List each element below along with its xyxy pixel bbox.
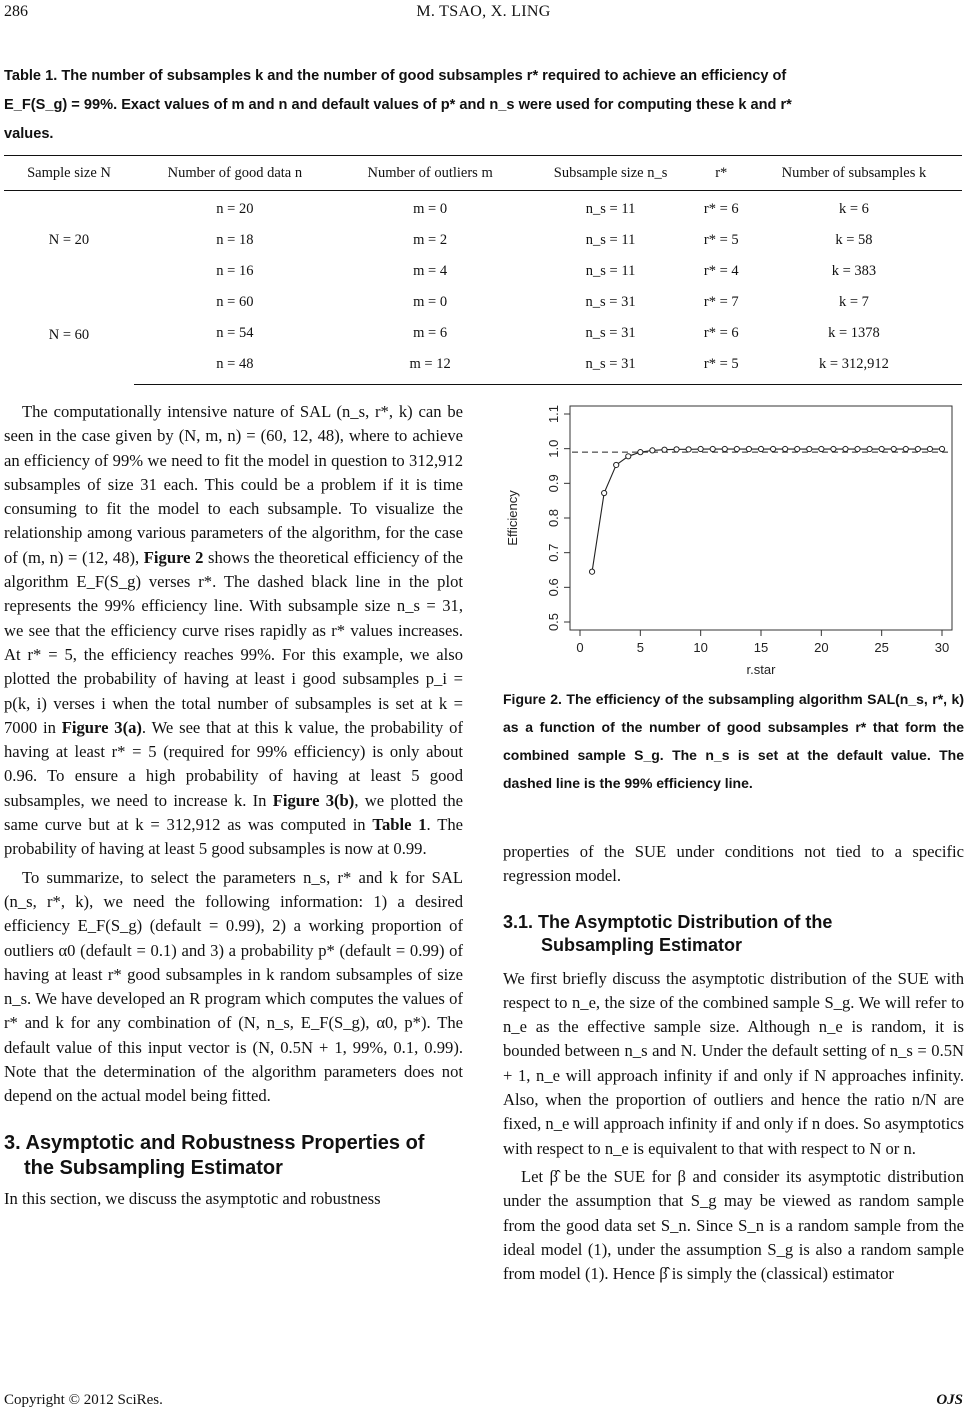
x-tick-label: 20: [814, 640, 829, 655]
table-row: [4, 256, 962, 287]
table-cell: n = 54: [216, 325, 254, 341]
table-cell: n = 60: [216, 294, 254, 310]
y-tick-label: 0.5: [546, 612, 561, 632]
y-tick-label: 0.6: [546, 578, 561, 597]
data-point: [662, 447, 667, 452]
running-head-authors: M. TSAO, X. LING: [416, 3, 551, 20]
table-row: [4, 318, 962, 349]
data-point: [795, 446, 800, 451]
table-cell: m = 0: [413, 294, 448, 310]
table-caption: [4, 62, 964, 149]
paragraph-text: . We see that at this k value, the probability of having at least r* = 5 (required for 99% efficiency) is only about 0.96. To ensure a high probability of having at least 5 good subsamples, we need to increase k. In: [4, 717, 463, 810]
data-point: [638, 450, 643, 455]
table-cell: k = 312,912: [746, 349, 962, 385]
figure-ref[interactable]: Figure 3(b): [272, 790, 355, 810]
figure-ref[interactable]: Figure 2: [143, 547, 204, 567]
section-heading-line: the Subsampling Estimator: [24, 1156, 283, 1179]
data-point: [855, 446, 860, 451]
x-tick-label: 5: [636, 640, 644, 655]
table-cell: r* = 4: [703, 263, 739, 279]
paragraph-text: The computationally intensive nature of SAL (n_s, r*, k) can be seen in the case given by (N, m, n) = (60, 12, 48), where to achieve an efficiency of 99% we need to fit the model in question to 312,912 subsamples of size 31 each. This could be a problem if it is time consuming to fit the model to each subsample. To visualize the relationship among various parameters of the algorithm, for the case of (m, n) = (12, 48),: [4, 402, 463, 567]
table-cell: n_s = 11: [585, 201, 636, 217]
data-point: [722, 446, 727, 451]
data-point: [903, 446, 908, 451]
table-caption-line: E_F(S_g) = 99%. Exact values of m and n and default values of p* and n_s were used for computing these k and r*: [4, 97, 792, 113]
data-point: [831, 446, 836, 451]
y-tick-label: 1.0: [546, 439, 561, 458]
data-point: [927, 446, 932, 451]
copyright: Copyright © 2012 SciRes.: [4, 1392, 163, 1408]
x-tick-label: 15: [753, 640, 769, 655]
table-ref[interactable]: Table 1: [372, 815, 427, 835]
y-tick-label: 1.1: [546, 404, 561, 424]
col-header-r-star: r*: [697, 156, 746, 191]
x-axis-label: r.star: [746, 662, 776, 677]
page-number: 286: [4, 3, 28, 20]
y-tick-label: 0.9: [546, 474, 561, 493]
data-point: [819, 446, 824, 451]
table-cell: n_s = 11: [585, 263, 636, 279]
table-cell: n = 48: [134, 349, 336, 385]
table-cell: r* = 5: [703, 232, 739, 248]
y-tick-label: 0.7: [546, 543, 561, 562]
table-cell: m = 12: [336, 349, 525, 385]
figure-ref[interactable]: Figure 3(a): [61, 717, 142, 737]
table-row: [4, 191, 962, 226]
paragraph: To summarize, to select the parameters n_s, r* and k for SAL (n_s, r*, k), we need the following information: 1) a desired efficiency E_F(S_g) (default = 0.99), 2) a working proportion of outliers α0 (default = 0.1) and 3) a probability p* (default = 0.99) of having at least r* good subsamples in k random subsamples of size n_s. We have developed an R program which computes the values of r* and k for any combination of (N, n_s, E_F(S_g), α0, p*). The default value of this input vector is (N, 0.5N + 1, 99%, 0.1, 0.99). Note that the determination of the algorithm parameters does not depend on the actual model being fitted.: [4, 867, 463, 1106]
paragraph: properties of the SUE under conditions not tied to a specific regression model.: [503, 842, 964, 886]
table-row: [4, 349, 962, 385]
data-point: [843, 446, 848, 451]
data-point: [698, 446, 703, 451]
table-cell: m = 2: [413, 232, 448, 248]
section-heading: [4, 1131, 463, 1181]
subsamples-table: [4, 155, 962, 385]
subsection-heading: [503, 911, 964, 957]
data-point: [770, 446, 775, 451]
subsection-heading-line: 3.1. The Asymptotic Distribution of the: [503, 911, 833, 932]
table-cell: n_s = 31: [585, 325, 636, 341]
data-point: [710, 446, 715, 451]
table-cell-N: N = 20: [48, 232, 90, 248]
table-cell: n = 20: [216, 201, 254, 217]
table-cell: n_s = 31: [524, 349, 696, 385]
table-cell: k = 6: [838, 201, 869, 217]
table-header-row: [4, 156, 962, 191]
paragraph: [4, 400, 463, 862]
col-header-subsample-size: Subsample size n_s: [524, 156, 696, 191]
table-cell: r* = 7: [703, 294, 739, 310]
data-point: [758, 446, 763, 451]
table-cell: m = 0: [413, 201, 448, 217]
data-point: [939, 446, 944, 451]
data-point: [686, 447, 691, 452]
x-tick-label: 30: [934, 640, 950, 655]
subsection-heading-line: Subsampling Estimator: [541, 934, 743, 955]
table-caption-line: Table 1. The number of subsamples k and the number of good subsamples r* required to achieve an efficiency of: [4, 68, 787, 84]
data-point: [602, 490, 607, 495]
col-header-good-data: Number of good data n: [134, 156, 336, 191]
table-cell: n_s = 11: [585, 232, 636, 248]
efficiency-chart: [505, 398, 965, 680]
paragraph-text: shows the theoretical efficiency of the algorithm E_F(S_g) verses r*. The dashed black line in the plot represents the 99% efficiency line. With subsample size n_s = 31, we see that the efficiency curve rises rapidly as r* values increases. At r* = 5, the efficiency reaches 99%. For this example, we also plotted the probability of having at least i good subsamples p_i = p(k, i) verses i when the total number of subsamples is set at k = 7000 in: [4, 547, 463, 737]
data-point: [746, 446, 751, 451]
data-point: [626, 454, 631, 459]
plot-frame: [570, 406, 952, 630]
table-cell: k = 1378: [828, 325, 880, 341]
table-cell: r* = 6: [703, 325, 739, 341]
y-axis-label: Efficiency: [505, 490, 520, 546]
figure-caption: Figure 2. The efficiency of the subsampling algorithm SAL(n_s, r*, k) as a function of the number of good subsamples r* that form the combined sample S_g. The n_s is set at the default value. The dashed line is the 99% efficiency line.: [503, 691, 964, 791]
table-cell: n = 18: [216, 232, 254, 248]
data-point: [807, 446, 812, 451]
data-point: [614, 462, 619, 467]
paragraph-text: , we plotted the same curve but at k = 312,912 as was computed in: [4, 790, 463, 835]
data-point: [674, 447, 679, 452]
x-tick-label: 10: [693, 640, 708, 655]
journal-name: OJS: [936, 1392, 963, 1408]
right-column: [503, 840, 964, 1286]
y-tick-label: 0.8: [546, 508, 561, 528]
paragraph-text: . The probability of having at least 5 good subsamples is now at 0.99.: [4, 815, 463, 859]
data-point: [891, 446, 896, 451]
col-header-sample-size: Sample size N: [4, 156, 134, 191]
data-point: [879, 446, 884, 451]
data-point: [589, 569, 594, 574]
paragraph: We first briefly discuss the asymptotic distribution of the SUE with respect to n_e, the size of the combined sample S_g. We will refer to n_e as the effective sample size. Although n_e is random, it is bounded between n_s and N. Under the default setting of n_s = 0.5N + 1, n_e will approach infinity if and only if N approaches infinity. Also, when the proportion of outliers and hence the ratio n/N are fixed, n_e will approach infinity if and only if n does. So asymptotics with respect to n_e is equivalent to that with respect to N or n.: [503, 968, 964, 1158]
table-cell: k = 383: [831, 263, 877, 279]
data-point: [867, 446, 872, 451]
x-tick-label: 25: [874, 640, 889, 655]
col-header-outliers: Number of outliers m: [336, 156, 525, 191]
table-cell: n_s = 31: [585, 294, 636, 310]
data-point: [650, 448, 655, 453]
table-cell: k = 7: [838, 294, 869, 310]
paragraph: In this section, we discuss the asymptotic and robustness: [4, 1188, 381, 1208]
table-cell: m = 6: [413, 325, 448, 341]
table-cell: k = 58: [835, 232, 873, 248]
table-cell: r* = 5: [697, 349, 746, 385]
table-row: [4, 225, 962, 256]
data-point: [915, 446, 920, 451]
data-point: [734, 446, 739, 451]
table-cell-N: N = 60: [48, 327, 90, 344]
paragraph: Let β̂ be the SUE for β and consider its asymptotic distribution under the assumption that S_g may be viewed as random sample from the good data set S_n. Since S_n is a random sample from the ideal model (1), under the assumption S_g is also a random sample from model (1). Hence β̂ is simply the (classical) estimator: [503, 1166, 964, 1284]
efficiency-series-line: [592, 449, 942, 572]
left-column: [4, 400, 463, 1211]
data-point: [783, 446, 788, 451]
x-tick-label: 0: [576, 640, 584, 655]
table-cell: m = 4: [413, 263, 448, 279]
table-row: [4, 287, 962, 318]
table-caption-line: values.: [4, 126, 54, 142]
table-cell: n = 16: [216, 263, 254, 279]
col-header-subsamples: Number of subsamples k: [746, 156, 962, 191]
table-cell: r* = 6: [703, 201, 739, 217]
section-heading-line: 3. Asymptotic and Robustness Properties of: [4, 1131, 425, 1154]
